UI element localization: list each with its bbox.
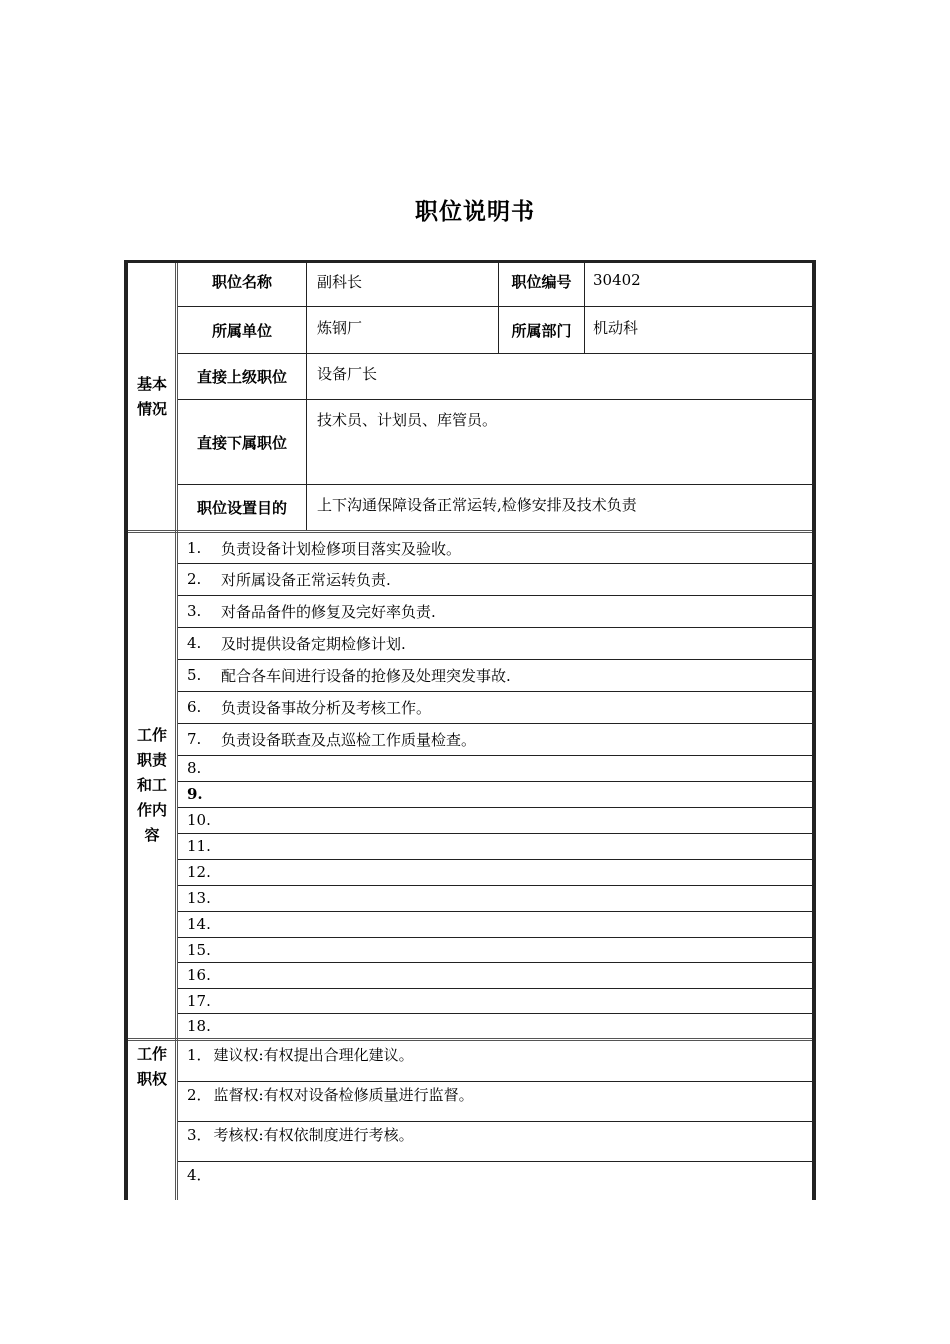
subordinate-value: 技术员、计划员、库管员。	[317, 410, 498, 429]
authority-text: 建议权:有权提出合理化建议。	[213, 1046, 414, 1064]
page-title: 职位说明书	[415, 199, 535, 225]
authority-number: 1．	[187, 1046, 212, 1064]
section-authority-label: 工作 职权	[136, 1045, 167, 1088]
position-code-value: 30402	[593, 271, 641, 289]
duty-number: 1.	[187, 539, 202, 557]
duty-text: 对备品备件的修复及完好率负责.	[221, 602, 436, 621]
duty-item	[187, 937, 797, 962]
authority-text: 考核权:有权依制度进行考核。	[213, 1126, 414, 1144]
purpose-label: 职位设置目的	[196, 499, 287, 517]
duty-text: 配合各车间进行设备的抢修及处理突发事故.	[221, 666, 511, 685]
duty-item	[187, 563, 797, 595]
duty-item	[187, 911, 797, 937]
authority-number: 2．	[187, 1086, 212, 1104]
duty-text: 及时提供设备定期检修计划.	[221, 634, 406, 653]
duty-text: 对所属设备正常运转负责.	[221, 570, 391, 589]
duty-number: 17.	[187, 991, 211, 1010]
duty-text: 负责设备联查及点巡检工作质量检查。	[221, 730, 477, 749]
authority-number: 4．	[187, 1166, 212, 1184]
duty-item	[187, 833, 797, 859]
duty-item	[187, 723, 797, 755]
duty-number: 6.	[187, 698, 202, 716]
duty-item	[187, 988, 797, 1013]
authority-item	[187, 1041, 797, 1081]
position-name-label: 职位名称	[211, 273, 272, 291]
position-name-value: 副科长	[317, 273, 363, 291]
duty-item	[187, 962, 797, 988]
duty-number: 14.	[187, 915, 211, 933]
section-basic-label: 基本 情况	[136, 375, 167, 418]
duty-item	[187, 1013, 797, 1038]
duty-number: 9.	[187, 785, 203, 803]
superior-value: 设备厂长	[317, 364, 378, 383]
duty-number: 10.	[187, 811, 211, 829]
duty-item	[187, 691, 797, 723]
duty-item	[187, 595, 797, 627]
duty-text: 负责设备计划检修项目落实及验收。	[221, 539, 462, 558]
duty-number: 15.	[187, 940, 211, 959]
subordinate-label: 直接下属职位	[196, 433, 287, 452]
authority-item	[187, 1081, 797, 1121]
duty-number: 16.	[187, 966, 211, 984]
duty-number: 5.	[187, 666, 202, 684]
duty-number: 11.	[187, 837, 211, 855]
duty-item	[187, 627, 797, 659]
position-code-label: 职位编号	[511, 273, 572, 291]
duty-number: 12.	[187, 863, 211, 881]
superior-label: 直接上级职位	[196, 368, 287, 386]
section-duties-label: 工作 职责 和工 作内 容	[136, 726, 167, 844]
duty-number: 18.	[187, 1016, 211, 1035]
dept-label: 所属部门	[511, 321, 572, 340]
column-divider	[584, 263, 585, 353]
duty-text: 负责设备事故分析及考核工作。	[221, 698, 432, 717]
duty-item	[187, 885, 797, 911]
duty-number: 4.	[187, 634, 202, 652]
duty-item	[187, 807, 797, 833]
authority-number: 3．	[187, 1126, 212, 1144]
duty-item	[187, 533, 797, 563]
duty-number: 3.	[187, 602, 202, 620]
duty-item	[187, 781, 797, 807]
duty-item	[187, 859, 797, 885]
purpose-value: 上下沟通保障设备正常运转,检修安排及技术负责	[317, 495, 637, 514]
duty-item	[187, 659, 797, 691]
dept-value: 机动科	[593, 318, 639, 337]
authority-item	[187, 1161, 797, 1200]
duty-number: 7.	[187, 730, 202, 748]
unit-label: 所属单位	[211, 321, 272, 340]
duty-number: 2.	[187, 570, 202, 588]
authority-text: 监督权:有权对设备检修质量进行监督。	[213, 1086, 474, 1104]
unit-value: 炼钢厂	[317, 318, 363, 337]
column-divider	[306, 263, 307, 531]
authority-item	[187, 1121, 797, 1161]
duty-item	[187, 755, 797, 781]
duty-number: 13.	[187, 889, 211, 907]
duty-number: 8.	[187, 759, 202, 777]
